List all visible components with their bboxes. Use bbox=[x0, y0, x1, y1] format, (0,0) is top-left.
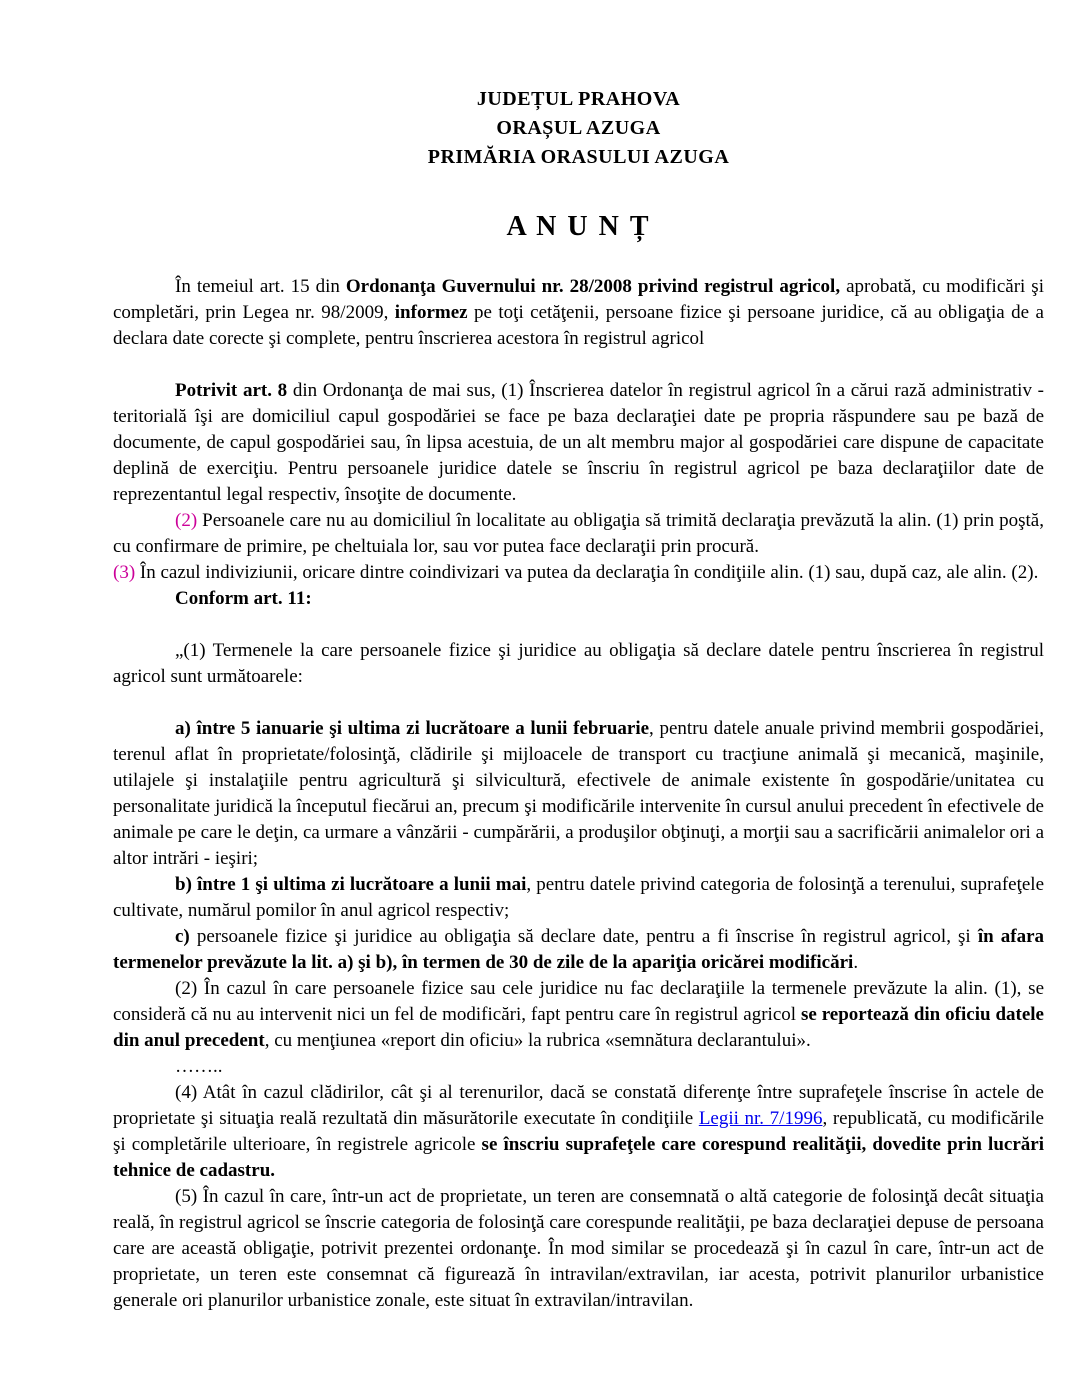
header-institution: PRIMĂRIA ORASULUI AZUGA bbox=[427, 146, 730, 168]
paragraph-alin3: (3) În cazul indiviziunii, oricare dintre coindivizari va putea da declaraţia în condiţiile alin. (1) sau, după caz, ale alin. (2). bbox=[113, 562, 1039, 583]
paragraph-art11-alin1: „(1) Termenele la care persoanele fizice şi juridice au obligaţia să declare datele pentru înscrierea în registrul agricol sunt următoarele: bbox=[113, 640, 1044, 687]
paragraph-alin2-termene: (2) În cazul în care persoanele fizice sau cele juridice nu fac declaraţiile la termenele prevăzute la alin. (1), se consideră că nu au intervenit nici un fel de modificări, fapt pentru care în registrul agricol se reportează din oficiu datele din anul precedent, cu menţiunea «report din oficiu» la rubrica «semnătura declarantului». bbox=[113, 978, 1044, 1051]
paragraph-alin2: (2) Persoanele care nu au domiciliul în localitate au obligaţia să trimită declaraţia prevăzută la alin. (1) prin poştă, cu confirmare de primire, pe cheltuiala lor, sau vor putea face declaraţii prin procură. bbox=[113, 510, 1044, 557]
paragraph-conform-art11: Conform art. 11: bbox=[175, 588, 312, 609]
paragraph-dots: …….. bbox=[175, 1056, 223, 1077]
paragraph-alin4: (4) Atât în cazul clădirilor, cât şi al terenurilor, dacă se constată diferenţe între suprafeţele înscrise în actele de proprietate şi situaţia reală rezultată din măsurătorile executate în condiţiile Legii nr. 7/1996, republicată, cu modificările şi completările ulterioare, în registrele agricole se înscriu suprafeţele care corespund realităţii, dovedite prin lucrări tehnice de cadastru. bbox=[113, 1082, 1044, 1181]
paragraph-art8: Potrivit art. 8 din Ordonanţa de mai sus, (1) Înscrierea datelor în registrul agricol în a cărui rază administrativ - teritorială îşi are domiciliul capul gospodăriei se face pe baza declaraţiei date pe propria răspundere sau pe bază de documente, de capul gospodăriei sau, în lipsa acestuia, de un alt membru major al gospodăriei care dispune de capacitate deplină de exerciţiu. Pentru persoanele juridice datele se înscriu în registrul agricol pe baza declaraţiilor date de reprezentantul legal respectiv, însoţite de documente. bbox=[113, 380, 1044, 505]
paragraph-lit-b: b) între 1 şi ultima zi lucrătoare a lunii mai, pentru datele privind categoria de folosinţă a terenului, suprafeţele cultivate, numărul pomilor în anul agricol respectiv; bbox=[113, 874, 1044, 921]
paragraph-intro: În temeiul art. 15 din Ordonanţa Guvernului nr. 28/2008 privind registrul agricol, aprobată, cu modificări şi completări, prin Legea nr. 98/2009, informez pe toţi cetăţenii, persoane fizice şi persoane juridice, că au obligaţia de a declara date corecte şi complete, pentru înscrierea acestora în registrul agricol bbox=[113, 276, 1044, 349]
header-county: JUDEȚUL PRAHOVA bbox=[476, 88, 681, 110]
paragraph-lit-c: c) persoanele fizice şi juridice au obligaţia să declare date, pentru a fi înscrise în registrul agricol, şi în afara termenelor prevăzute la lit. a) şi b), în termen de 30 de zile de la apariţia oricărei modificări. bbox=[113, 926, 1045, 973]
paragraph-lit-a: a) între 5 ianuarie şi ultima zi lucrătoare a lunii februarie, pentru datele anuale privind membrii gospodăriei, terenul aflat în proprietate/folosinţă, clădirile şi mijloacele de transport cu tracţiune animală şi mecanică, maşinile, utilajele şi instalaţiile pentru agricultură şi silvicultură, efectivele de animale existente în gospodărie/unitatea cu personalitate juridică la începutul fiecărui an, precum şi modificările intervenite în cursul anului precedent în efectivele de animale pe care le deţin, ca urmare a vânzării - cumpărării, a produşilor obţinuţi, a morţii sau a sacrificării animalelor ori a altor intrări - ieşiri; bbox=[113, 718, 1044, 869]
law-7-1996-link[interactable]: Legii nr. 7/1996 bbox=[698, 1108, 823, 1129]
header-town: ORAȘUL AZUGA bbox=[496, 117, 661, 139]
page-title: A N U N Ț bbox=[506, 211, 651, 242]
paragraph-alin5: (5) În cazul în care, într-un act de proprietate, un teren are consemnată o altă categorie de folosinţă decât situaţia reală, în registrul agricol se înscrie categoria de folosinţă care corespunde realităţii, pe baza declaraţiei depuse de persoana care are această obligaţie, potrivit prezentei ordonanţe. În mod similar se procedează şi în cazul în care, într-un act de proprietate, un teren este consemnat că figurează în intravilan/extravilan, iar acesta, potrivit planurilor urbanistice generale ori planurilor urbanistice zonale, este situat în extravilan/intravilan. bbox=[113, 1186, 1044, 1311]
